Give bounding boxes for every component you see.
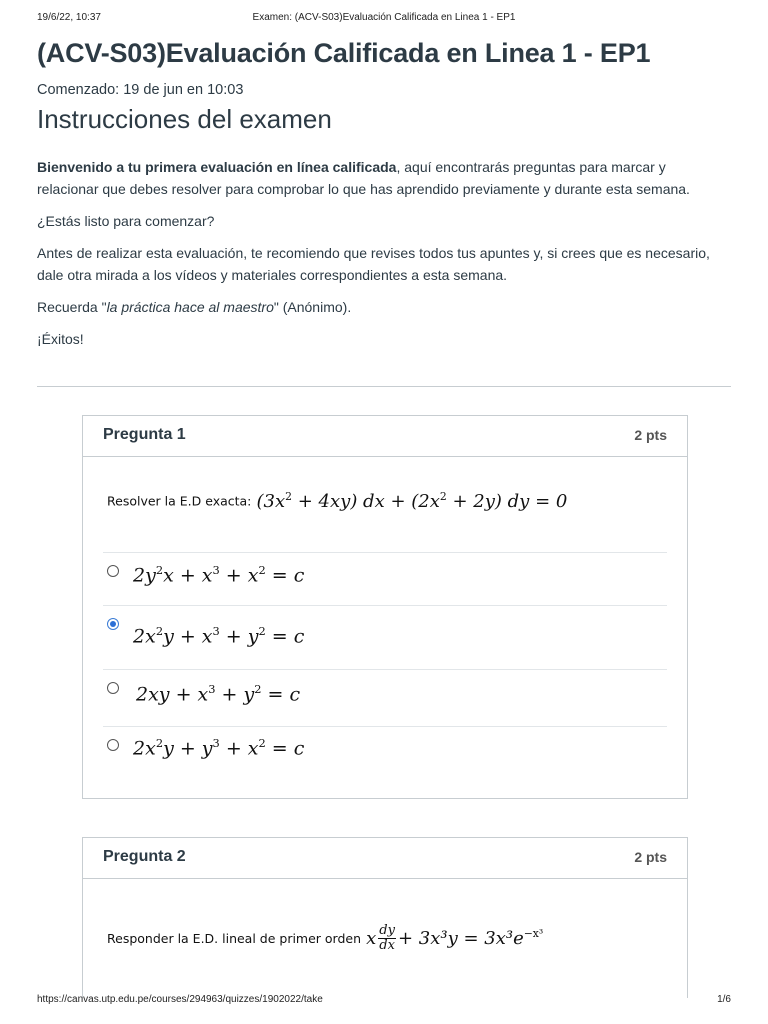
question-points: 2 pts — [634, 849, 667, 865]
question-header — [83, 416, 687, 457]
answer-option-4[interactable] — [103, 726, 667, 777]
print-page-title: Examen: (ACV-S03)Evaluación Calificada en Linea 1 - EP1 — [252, 12, 516, 23]
question-title: Pregunta 1 — [103, 426, 186, 443]
question-statement — [107, 490, 567, 512]
radio-button-selected[interactable] — [107, 618, 119, 630]
intro-paragraph-1: Bienvenido a tu primera evaluación en línea calificada, aquí encontrarás preguntas para marcar y relacionar que debes resolver para comprobar lo que has aprendido previamente y durante esta semana. — [37, 159, 690, 197]
answer-equation: $2y^2x + x^3 + x^2 = c$ — [133, 563, 305, 587]
print-url: https://canvas.utp.edu.pe/courses/294963/quizzes/1902022/take — [37, 994, 323, 1005]
question-header — [83, 838, 687, 879]
statement-label: Responder la E.D. lineal de primer orden — [107, 931, 362, 946]
statement-label: Resolver la E.D exacta: — [107, 493, 252, 509]
statement-equation: x $\frac{dy}{dx}$ + $3x^3y = 3x^3e^{-x^3}$ — [366, 923, 544, 953]
intro-bold: Bienvenido a tu primera evaluación en línea calificada — [37, 159, 397, 175]
answer-option-2[interactable] — [103, 605, 667, 669]
radio-button[interactable] — [107, 739, 119, 751]
intro-paragraph-3: Antes de realizar esta evaluación, te recomiendo que revises todos tus apuntes y, si crees que es necesario, dale otra mirada a los vídeos y materiales correspondientes a esta semana. — [37, 245, 710, 283]
answer-option-1[interactable] — [103, 552, 667, 605]
quote-italic: la práctica hace al maestro — [106, 299, 274, 315]
section-divider — [37, 386, 731, 387]
question-1 — [82, 415, 688, 799]
question-statement — [107, 924, 543, 953]
radio-button[interactable] — [107, 682, 119, 694]
instructions-body — [37, 156, 727, 360]
print-timestamp: 19/6/22, 10:37 — [37, 12, 101, 23]
instructions-heading: Instrucciones del examen — [37, 104, 332, 134]
radio-button[interactable] — [107, 565, 119, 577]
answer-equation: $2x^2y + y^3 + x^2 = c$ — [133, 736, 305, 760]
answer-equation: $2xy + x^3 + y^2 = c$ — [136, 682, 301, 706]
derivative-fraction: $\frac{dy}{dx}$ — [379, 923, 395, 953]
print-header — [0, 12, 768, 32]
intro-paragraph-4: Recuerda "la práctica hace al maestro" (Anónimo). — [37, 299, 352, 315]
statement-equation: $(3x^2 + 4xy)$ dx + $(2x^2 + 2y)$ dy = 0 — [256, 490, 568, 512]
question-title: Pregunta 2 — [103, 848, 186, 865]
answer-equation: $2x^2y + x^3 + y^2 = c$ — [133, 624, 305, 648]
started-date: Comenzado: 19 de jun en 10:03 — [37, 82, 244, 98]
quiz-title: (ACV-S03)Evaluación Calificada en Linea 1 - EP1 — [37, 38, 651, 68]
print-page-number: 1/6 — [717, 994, 731, 1005]
question-2 — [82, 837, 688, 998]
answer-option-3[interactable] — [103, 669, 667, 726]
intro-paragraph-5: ¡Éxitos! — [37, 331, 84, 347]
intro-paragraph-2: ¿Estás listo para comenzar? — [37, 213, 215, 229]
question-points: 2 pts — [634, 427, 667, 443]
